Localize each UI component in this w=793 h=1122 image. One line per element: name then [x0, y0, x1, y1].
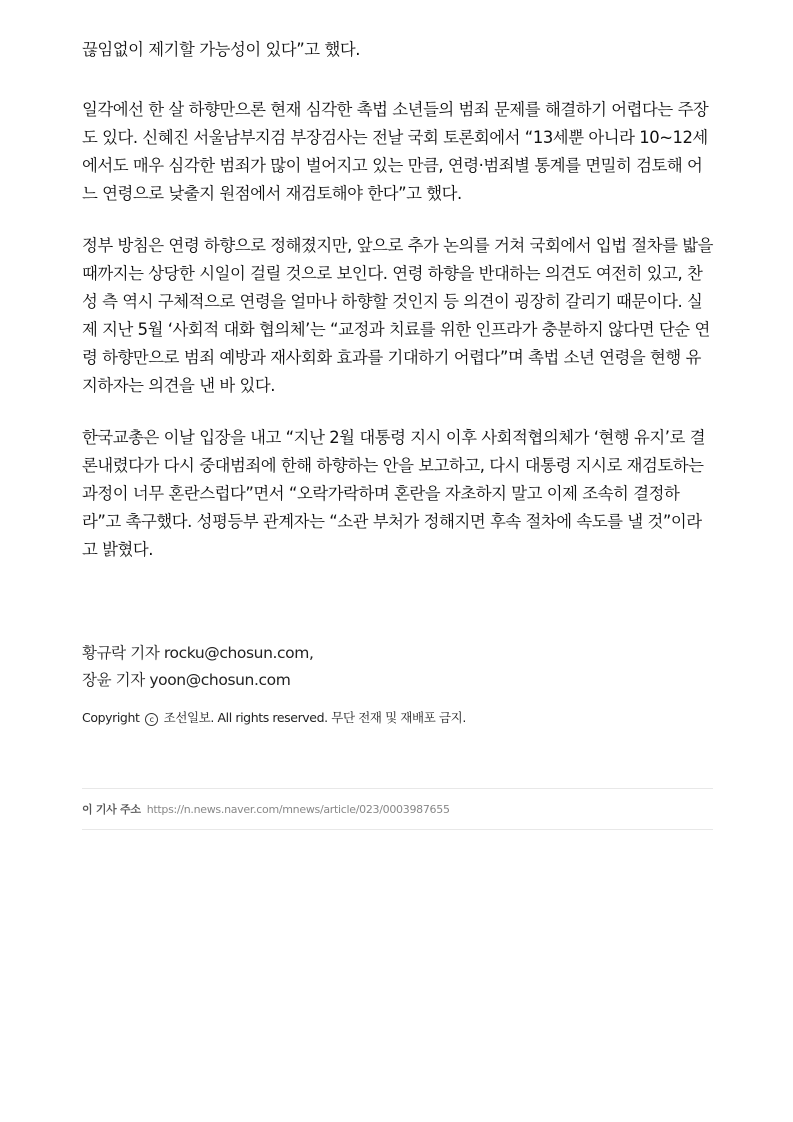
article-address-url[interactable]: https://n.news.naver.com/mnews/article/023/0003987655 [146, 802, 450, 816]
article-body [82, 36, 714, 588]
article-address-bar [82, 788, 713, 830]
article-paragraph: 끊임없이 제기할 가능성이 있다”고 했다. [82, 40, 360, 59]
copyright-icon: c [145, 713, 158, 726]
byline-reporter-2: 장윤 기자 yoon@chosun.com [82, 671, 291, 689]
copyright-notice [82, 708, 466, 726]
article-paragraph: 일각에선 한 살 하향만으론 현재 심각한 촉법 소년들의 범죄 문제를 해결하기 어렵다는 주장도 있다. 신혜진 서울남부지검 부장검사는 전날 국회 토론회에서 “13세뿐 아니라 10~12세에서도 매우 심각한 범죄가 많이 벌어지고 있는 만큼, 연령·범죄별 통계를 면밀히 검토해 어느 연령으로 낮출지 원점에서 재검토해야 한다”고 했다. [82, 100, 709, 203]
article-paragraph: 정부 방침은 연령 하향으로 정해졌지만, 앞으로 추가 논의를 거쳐 국회에서 입법 절차를 밟을 때까지는 상당한 시일이 걸릴 것으로 보인다. 연령 하향을 반대하는 의견도 여전히 있고, 찬성 측 역시 구체적으로 연령을 얼마나 하향할 것인지 등 의견이 굉장히 갈리기 때문이다. 실제 지난 5월 ‘사회적 대화 협의체’는 “교정과 치료를 위한 인프라가 충분하지 않다면 단순 연령 하향만으로 범죄 예방과 재사회화 효과를 기대하기 어렵다”며 촉법 소년 연령을 현행 유지하자는 의견을 낸 바 있다. [82, 236, 714, 395]
copyright-prefix: Copyright [82, 710, 140, 725]
article-address-label: 이 기사 주소 [82, 803, 141, 816]
byline [82, 640, 314, 694]
byline-reporter-1: 황규락 기자 rocku@chosun.com, [82, 644, 314, 662]
article-paragraph: 한국교총은 이날 입장을 내고 “지난 2월 대통령 지시 이후 사회적협의체가 ‘현행 유지’로 결론내렸다가 다시 중대범죄에 한해 하향하는 안을 보고하고, 다시 대통령 지시로 재검토하는 과정이 너무 혼란스럽다”면서 “오락가락하며 혼란을 자초하지 말고 이제 조속히 결정하라”고 촉구했다. 성평등부 관계자는 “소관 부처가 정해지면 후속 절차에 속도를 낼 것”이라고 밝혔다. [82, 428, 706, 559]
copyright-text: 조선일보. All rights reserved. 무단 전재 및 재배포 금지. [163, 710, 466, 725]
